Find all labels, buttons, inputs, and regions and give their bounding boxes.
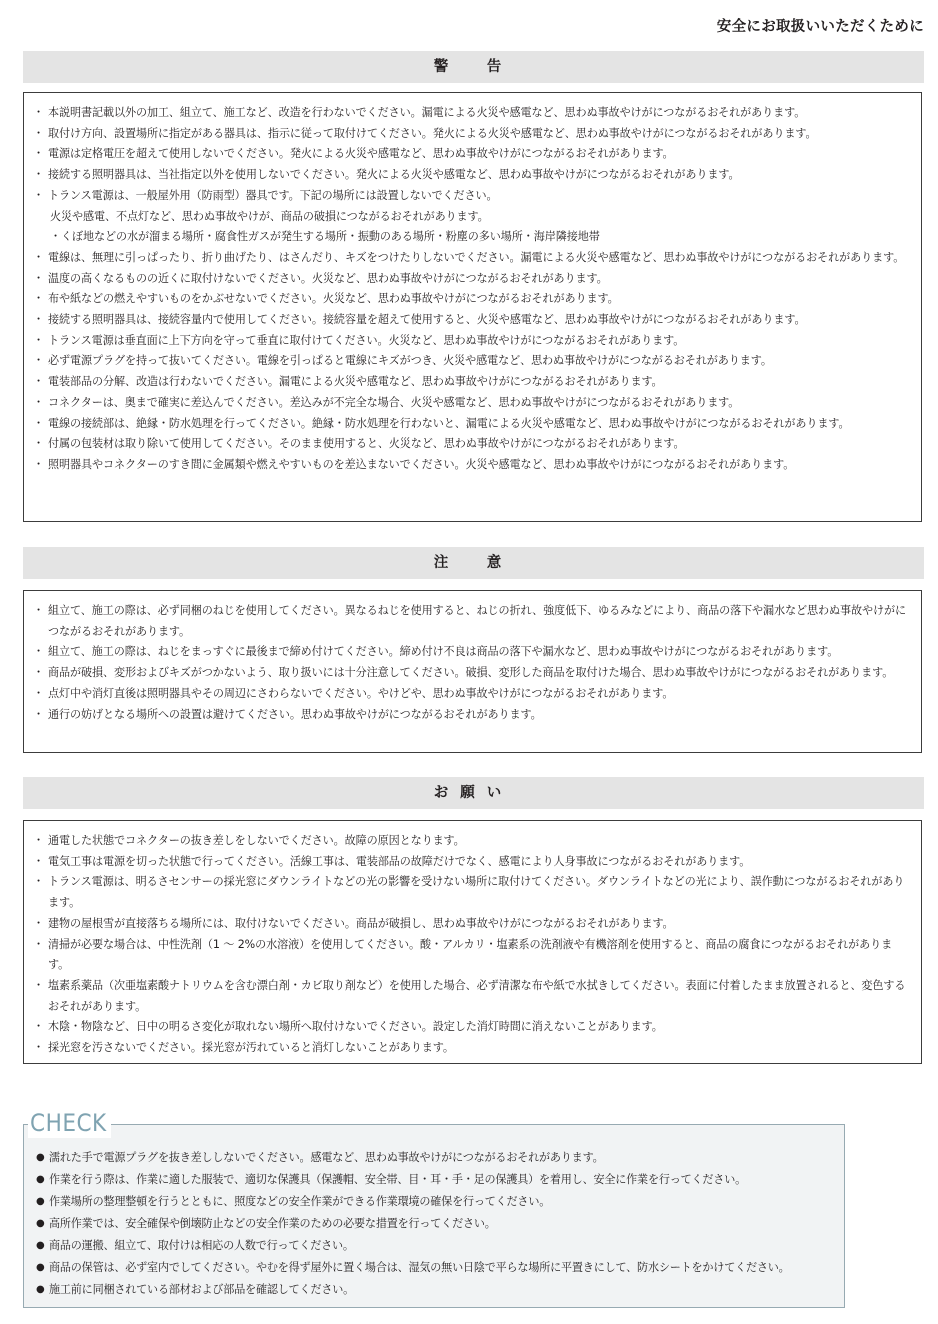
caution-box bbox=[23, 590, 922, 753]
check-item: ● 高所作業では、安全確保や倒壊防止などの安全作業のための必要な措置を行ってください。 bbox=[36, 1213, 834, 1235]
warning-item-place-list: ・くぼ地などの水が溜まる場所・腐食性ガスが発生する場所・振動のある場所・粉塵の多い場所・海岸隣接地帯 bbox=[50, 230, 600, 244]
check-item: ● 作業を行う際は、作業に適した服装で、適切な保護具（保護帽、安全帯、目・耳・手・足の保護具）を着用し、安全に作業を行ってください。 bbox=[36, 1169, 834, 1191]
check-item: ● 作業場所の整理整頓を行うとともに、照度などの安全作業ができる作業環境の確保を行ってください。 bbox=[36, 1191, 834, 1213]
request-item: ・ 木陰・物陰など、日中の明るさ変化が取れない場所へ取付けないでください。設定した消灯時間に消えないことがあります。 bbox=[36, 1017, 911, 1038]
warning-item: ・ 照明器具やコネクターのすき間に金属類や燃えやすいものを差込まないでください。火災や感電など、思わぬ事故やけがにつながるおそれがあります。 bbox=[36, 455, 911, 476]
request-item: ・ 建物の屋根雪が直接落ちる場所には、取付けないでください。商品が破損し、思わぬ事故やけがにつながるおそれがあります。 bbox=[36, 914, 911, 935]
warning-list bbox=[36, 103, 911, 476]
warning-item: ・ 電源は定格電圧を超えて使用しないでください。発火による火災や感電など、思わぬ事故やけがにつながるおそれがあります。 bbox=[36, 144, 911, 165]
request-item: ・ 電気工事は電源を切った状態で行ってください。活線工事は、電装部品の故障だけでなく、感電により人身事故につながるおそれがあります。 bbox=[36, 852, 911, 873]
warning-item: ・ 接続する照明器具は、当社指定以外を使用しないでください。発火による火災や感電など、思わぬ事故やけがにつながるおそれがあります。 bbox=[36, 165, 911, 186]
caution-item: ・ 組立て、施工の際は、必ず同梱のねじを使用してください。異なるねじを使用すると、ねじの折れ、強度低下、ゆるみなどにより、商品の落下や漏水など思わぬ事故やけがにつながるおそれがあります。 bbox=[36, 601, 911, 642]
warning-item: ・ 電線は、無理に引っぱったり、折り曲げたり、はさんだり、キズをつけたりしないでください。漏電による火災や感電など、思わぬ事故やけがにつながるおそれがあります。 bbox=[36, 248, 911, 269]
request-item: ・ 塩素系薬品（次亜塩素酸ナトリウムを含む漂白剤・カビ取り剤など）を使用した場合、必ず清潔な布や紙で水拭きしてください。表面に付着したまま放置されると、変色するおそれがあります。 bbox=[36, 976, 911, 1017]
request-list bbox=[36, 831, 911, 1059]
caution-item: ・ 組立て、施工の際は、ねじをまっすぐに最後まで締め付けてください。締め付け不良は商品の落下や漏水など、思わぬ事故やけがにつながるおそれがあります。 bbox=[36, 642, 911, 663]
caution-heading: 注 意 bbox=[23, 547, 924, 579]
warning-item: ・ 電装部品の分解、改造は行わないでください。漏電による火災や感電など、思わぬ事故やけがにつながるおそれがあります。 bbox=[36, 372, 911, 393]
warning-item: ・ 付属の包装材は取り除いて使用してください。そのまま使用すると、火災など、思わぬ事故やけがにつながるおそれがあります。 bbox=[36, 434, 911, 455]
caution-item: ・ 点灯中や消灯直後は照明器具やその周辺にさわらないでください。やけどや、思わぬ事故やけがにつながるおそれがあります。 bbox=[36, 684, 911, 705]
warning-item: ・ 布や紙などの燃えやすいものをかぶせないでください。火災など、思わぬ事故やけがにつながるおそれがあります。 bbox=[36, 289, 911, 310]
warning-item bbox=[36, 186, 911, 248]
warning-item: ・ コネクターは、奥まで確実に差込んでください。差込みが不完全な場合、火災や感電など、思わぬ事故やけがにつながるおそれがあります。 bbox=[36, 393, 911, 414]
request-box bbox=[23, 820, 922, 1064]
warning-box bbox=[23, 92, 922, 522]
warning-item: ・ 温度の高くなるものの近くに取付けないでください。火災など、思わぬ事故やけがにつながるおそれがあります。 bbox=[36, 269, 911, 290]
check-item: ● 施工前に同梱されている部材および部品を確認してください。 bbox=[36, 1279, 834, 1301]
check-list bbox=[36, 1147, 834, 1301]
request-heading: お願い bbox=[23, 777, 924, 809]
request-item: ・ 清掃が必要な場合は、中性洗剤（1 ～ 2%の水溶液）を使用してください。酸・アルカリ・塩素系の洗剤液や有機溶剤を使用すると、商品の腐食につながるおそれがあります。 bbox=[36, 935, 911, 976]
caution-item: ・ 通行の妨げとなる場所への設置は避けてください。思わぬ事故やけがにつながるおそれがあります。 bbox=[36, 705, 911, 726]
request-item: ・ トランス電源は、明るさセンサーの採光窓にダウンライトなどの光の影響を受けない場所に取付けてください。ダウンライトなどの光により、誤作動につながるおそれがあります。 bbox=[36, 872, 911, 913]
warning-heading: 警 告 bbox=[23, 51, 924, 83]
warning-item: ・ 接続する照明器具は、接続容量内で使用してください。接続容量を超えて使用すると、火災や感電など、思わぬ事故やけがにつながるおそれがあります。 bbox=[36, 310, 911, 331]
page-title: 安全にお取扱いいただくために bbox=[716, 19, 924, 35]
warning-item: ・ トランス電源は垂直面に上下方向を守って垂直に取付けてください。火災など、思わぬ事故やけがにつながるおそれがあります。 bbox=[36, 331, 911, 352]
caution-list bbox=[36, 601, 911, 725]
warning-item: ・ 電線の接続部は、絶縁・防水処理を行ってください。絶縁・防水処理を行わないと、漏電による火災や感電など、思わぬ事故やけがにつながるおそれがあります。 bbox=[36, 414, 911, 435]
check-item: ● 濡れた手で電源プラグを抜き差ししないでください。感電など、思わぬ事故やけがにつながるおそれがあります。 bbox=[36, 1147, 834, 1169]
request-item: ・ 通電した状態でコネクターの抜き差しをしないでください。故障の原因となります。 bbox=[36, 831, 911, 852]
check-item: ● 商品の運搬、組立て、取付けは相応の人数で行ってください。 bbox=[36, 1235, 834, 1257]
warning-item-subtext: 火災や感電、不点灯など、思わぬ事故やけが、商品の破損につながるおそれがあります。 bbox=[50, 209, 489, 223]
check-item: ● 商品の保管は、必ず室内でしてください。やむを得ず屋外に置く場合は、湿気の無い日陰で平らな場所に平置きにして、防水シートをかけてください。 bbox=[36, 1257, 834, 1279]
caution-item: ・ 商品が破損、変形およびキズがつかないよう、取り扱いには十分注意してください。破損、変形した商品を取付けた場合、思わぬ事故やけがにつながるおそれがあります。 bbox=[36, 663, 911, 684]
warning-item: ・ 必ず電源プラグを持って抜いてください。電線を引っぱると電線にキズがつき、火災や感電など、思わぬ事故やけがにつながるおそれがあります。 bbox=[36, 351, 911, 372]
warning-item: ・ 取付け方向、設置場所に指定がある器具は、指示に従って取付けてください。発火による火災や感電など、思わぬ事故やけがにつながるおそれがあります。 bbox=[36, 124, 911, 145]
warning-item-text: トランス電源は、一般屋外用（防雨型）器具です。下記の場所には設置しないでください。 bbox=[48, 188, 498, 202]
request-item: ・ 採光窓を汚さないでください。採光窓が汚れていると消灯しないことがあります。 bbox=[36, 1038, 911, 1059]
check-box bbox=[23, 1124, 845, 1308]
warning-item: ・ 本説明書記載以外の加工、組立て、施工など、改造を行わないでください。漏電による火災や感電など、思わぬ事故やけがにつながるおそれがあります。 bbox=[36, 103, 911, 124]
check-label: CHECK bbox=[28, 1108, 111, 1138]
